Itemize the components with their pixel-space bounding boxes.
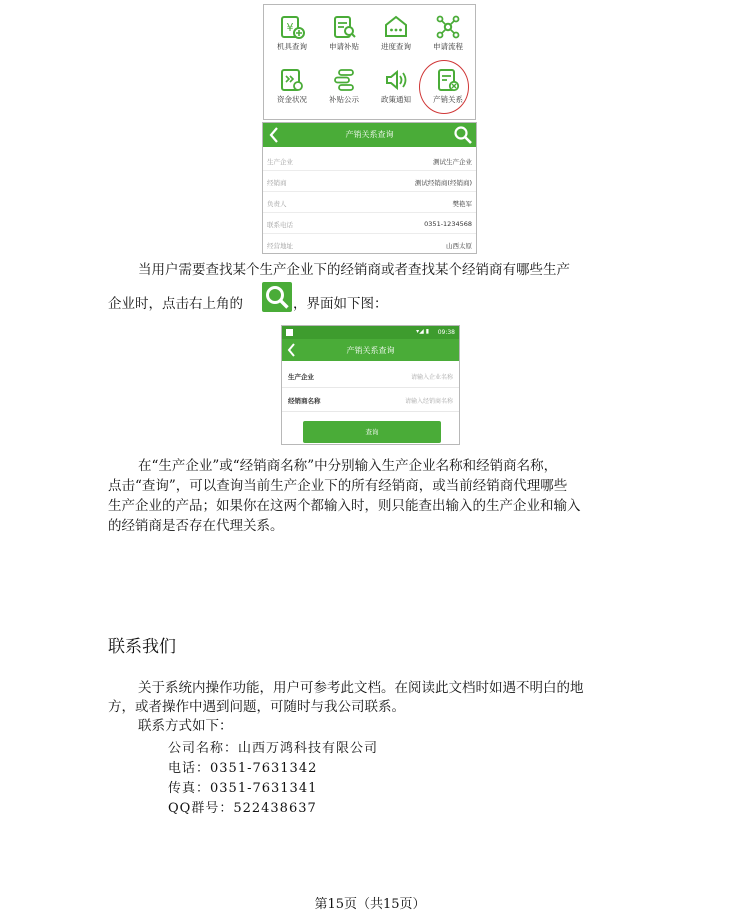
svg-text:¥: ¥	[286, 21, 294, 34]
grid-item-progress-query[interactable]	[370, 9, 422, 65]
grid-item-label: 申请流程	[433, 42, 463, 51]
grid-item-fund-status[interactable]	[266, 62, 318, 118]
paragraph2-line2: 点击“查询”，可以查询当前生产企业下的所有经销商，或当前经销商代理哪些	[108, 478, 568, 494]
search-icon[interactable]	[453, 125, 473, 145]
paragraph2-line4: 的经销商是否存在代理关系。	[108, 518, 284, 534]
info-key: 经营地址	[267, 242, 293, 250]
grid-item-label: 进度查询	[381, 42, 411, 51]
info-row-address	[263, 234, 476, 254]
process-flow-icon	[435, 15, 461, 39]
info-row-phone	[263, 213, 476, 234]
info-row-producer	[263, 150, 476, 171]
info-key: 联系电话	[267, 221, 293, 229]
relation-result-screenshot	[262, 122, 477, 254]
producer-input[interactable]: 请输入企业名称	[410, 374, 453, 381]
info-value: 山西太原	[446, 242, 472, 250]
signal-battery-icon: ▾◢ ▮	[416, 328, 429, 335]
section-heading: 联系我们	[108, 637, 176, 657]
info-row-dealer	[263, 171, 476, 192]
field-label: 生产企业	[288, 373, 314, 381]
app-bar	[282, 339, 459, 361]
dealer-field-row[interactable]	[282, 388, 459, 412]
phone-number: 电话：0351-7631342	[168, 761, 318, 776]
grid-item-label: 机具查询	[277, 42, 307, 51]
info-value: 测试经销商(经销商)	[414, 179, 472, 187]
grid-item-process-flow[interactable]	[422, 9, 474, 65]
info-key: 经销商	[267, 179, 287, 187]
query-button[interactable]: 查询	[303, 421, 441, 443]
info-value: 0351-1234568	[424, 220, 472, 228]
policy-notice-icon	[383, 68, 409, 92]
page-footer: 第15页（共15页）	[314, 897, 426, 912]
paragraph1-line2-before: 企业时，点击右上角的	[108, 296, 243, 312]
apply-subsidy-icon	[331, 15, 357, 39]
progress-query-icon	[383, 15, 409, 39]
company-name: 公司名称：山西万鸿科技有限公司	[168, 741, 379, 756]
status-bar	[282, 326, 459, 339]
highlight-circle	[419, 60, 469, 114]
grid-item-subsidy-notice[interactable]	[318, 62, 370, 118]
notification-icon	[286, 329, 293, 336]
screen-title: 产销关系查询	[345, 130, 394, 139]
info-key: 生产企业	[267, 158, 293, 166]
app-bar	[263, 123, 476, 147]
paragraph2-line3: 生产企业的产品；如果你在这两个都输入时，则只能查出输入的生产企业和输入	[108, 498, 581, 514]
contact-line3: 联系方式如下：	[138, 718, 233, 734]
grid-item-label: 补贴公示	[329, 95, 359, 104]
field-label: 经销商名称	[288, 397, 321, 405]
info-value: 测试生产企业	[433, 158, 472, 166]
grid-item-label: 资金状况	[277, 95, 307, 104]
paragraph1-line2-after: ，界面如下图：	[293, 296, 388, 312]
grid-item-label: 申请补贴	[329, 42, 359, 51]
inline-search-icon	[262, 282, 292, 312]
paragraph1-line1: 当用户需要查找某个生产企业下的经销商或者查找某个经销商有哪些生产	[138, 262, 570, 278]
relation-query-screenshot	[281, 325, 460, 445]
grid-item-machine-query[interactable]	[266, 9, 318, 65]
info-value: 樊艳军	[452, 200, 472, 208]
grid-item-apply-subsidy[interactable]	[318, 9, 370, 65]
info-key: 负责人	[267, 200, 287, 208]
paragraph2-line1: 在“生产企业”或“经销商名称”中分别输入生产企业名称和经销商名称，	[138, 458, 558, 474]
contact-line2: 方，或者操作中遇到问题，可随时与我公司联系。	[108, 699, 405, 715]
fax-number: 传真：0351-7631341	[168, 781, 318, 796]
status-time: 09:38	[437, 329, 455, 336]
contact-line1: 关于系统内操作功能，用户可参考此文档。在阅读此文档时如遇不明白的地	[138, 680, 584, 696]
grid-item-label: 产销关系	[433, 95, 463, 104]
qq-group: QQ群号：522438637	[168, 801, 317, 816]
producer-field-row[interactable]	[282, 364, 459, 388]
machine-price-icon	[279, 15, 305, 39]
screen-title: 产销关系查询	[346, 346, 395, 355]
subsidy-notice-icon	[331, 68, 357, 92]
grid-item-policy-notice[interactable]	[370, 62, 422, 118]
fund-status-icon	[279, 68, 305, 92]
info-row-manager	[263, 192, 476, 213]
grid-item-label: 政策通知	[381, 95, 411, 104]
dealer-input[interactable]: 请输入经销商名称	[404, 398, 453, 405]
